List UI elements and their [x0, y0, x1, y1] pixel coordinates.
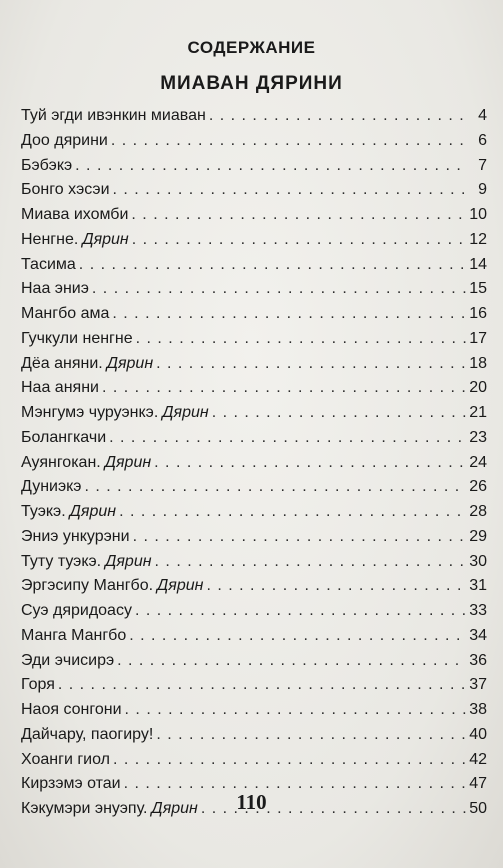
toc-entry-title-text: Кирзэмэ отаи	[21, 775, 121, 793]
toc-entry	[21, 503, 487, 528]
toc-entry-page: 34	[469, 626, 487, 644]
toc-entry-title-text: Бонго хэсэи	[21, 181, 110, 199]
toc-leader-dots	[75, 157, 466, 175]
toc-entry-page: 42	[469, 750, 487, 768]
toc-entry-title	[21, 132, 108, 150]
toc-entry	[21, 181, 487, 206]
toc-entry-title-text: Ненгне.	[21, 230, 79, 248]
toc-entry-title-text: Туй эгди ивэнкин миаван	[21, 107, 206, 124]
toc-entry-page: 50	[469, 800, 487, 817]
toc-entry	[21, 355, 487, 380]
toc-entry-genre-note: Дярин	[104, 453, 152, 471]
toc-entry-page: 24	[469, 453, 487, 471]
toc-leader-dots	[113, 181, 466, 199]
toc-entry-title-text: Мэнгумэ чуруэнкэ.	[21, 404, 159, 421]
toc-leader-dots	[92, 280, 466, 298]
toc-entry-title-text: Тасима	[21, 255, 76, 273]
toc-entry-title	[21, 355, 153, 373]
toc-leader-dots	[209, 107, 466, 125]
section-heading: МИАВАН ДЯРИНИ	[160, 73, 343, 94]
toc-entry-title	[21, 206, 128, 224]
toc-entry-page: 9	[478, 181, 487, 199]
toc-leader-dots	[212, 404, 466, 422]
toc-entry	[21, 454, 487, 479]
toc-leader-dots	[117, 652, 466, 670]
toc-leader-dots	[109, 429, 466, 447]
toc-entry-page: 6	[478, 131, 487, 149]
toc-leader-dots	[102, 379, 466, 397]
toc-entry-title	[21, 330, 133, 348]
toc-entry-page: 7	[478, 156, 487, 174]
toc-entry-genre-note: Дярин	[157, 577, 204, 595]
toc-entry-title	[21, 107, 206, 125]
toc-entry-title-text: Горя	[21, 676, 55, 694]
toc-entry-title-text: Ауянгокан.	[21, 453, 101, 471]
toc-entry-page: 28	[469, 503, 487, 520]
toc-entry-title	[21, 652, 114, 670]
toc-entry-title-text: Доо дярини	[21, 131, 108, 149]
toc-entry	[21, 602, 487, 627]
toc-entry-page: 30	[469, 552, 487, 570]
toc-entry-title	[21, 404, 209, 422]
toc-entry-title-text: Кэкумэри энуэпу.	[21, 800, 148, 817]
toc-entry	[21, 676, 487, 701]
toc-entry-title-text: Эниэ ункурэни	[21, 527, 130, 545]
toc-entry-title-text: Дуниэкэ	[21, 478, 82, 496]
toc-entry-page: 26	[469, 478, 487, 496]
toc-entry-title	[21, 280, 89, 298]
toc-leader-dots	[112, 305, 466, 323]
toc-leader-dots	[135, 602, 466, 620]
toc-entry-title	[21, 379, 99, 397]
toc-entry-title	[21, 256, 76, 274]
toc-entry	[21, 701, 487, 726]
toc-entry-page: 23	[469, 428, 487, 446]
toc-entry-title	[21, 181, 110, 199]
toc-entry	[21, 404, 487, 429]
toc-entry-page: 31	[469, 577, 487, 595]
toc-entry-title	[21, 726, 153, 744]
toc-entry-title-text: Эди эчисирэ	[21, 651, 115, 669]
toc-entry-title-text: Туту туэкэ.	[21, 552, 102, 570]
toc-entry	[21, 231, 487, 256]
toc-entry-genre-note: Дярин	[162, 404, 209, 421]
page-heading: СОДЕРЖАНИЕ	[187, 38, 316, 57]
toc-entry	[21, 577, 487, 602]
toc-entry-title	[21, 751, 110, 769]
toc-entry-page: 18	[469, 354, 487, 372]
toc-entry	[21, 305, 487, 330]
toc-entry-page: 16	[469, 305, 487, 322]
toc-leader-dots	[136, 330, 466, 348]
toc-entry-title-text: Миава ихомби	[21, 206, 129, 223]
toc-entry-title-text: Наа аняни	[21, 379, 99, 397]
toc-entry-page: 4	[478, 107, 487, 124]
toc-entry-title-text: Хоанги гиол	[21, 750, 110, 768]
toc-leader-dots	[79, 256, 466, 274]
toc-leader-dots	[125, 701, 466, 719]
toc-entry-page: 33	[469, 602, 487, 619]
toc-entry-title-text: Болангкачи	[21, 428, 107, 446]
toc-leader-dots	[113, 751, 466, 769]
toc-entry-page: 40	[469, 725, 487, 743]
toc-entry	[21, 528, 487, 553]
toc-entry	[21, 157, 487, 182]
toc-leader-dots	[155, 553, 466, 571]
toc-entry-title	[21, 577, 203, 595]
toc-leader-dots	[154, 454, 466, 472]
toc-leader-dots	[156, 726, 466, 744]
toc-entry-title-text: Манга Мангбо	[21, 626, 127, 644]
toc-leader-dots	[133, 528, 466, 546]
toc-entry-genre-note: Дярин	[151, 800, 198, 817]
toc-entry-title-text: Гучкули ненгне	[21, 329, 133, 347]
toc-leader-dots	[58, 676, 466, 694]
toc-entry-title	[21, 305, 109, 323]
toc-entry-title	[21, 429, 106, 447]
toc-entry-page: 14	[469, 255, 487, 273]
toc-entry	[21, 379, 487, 404]
toc-leader-dots	[119, 503, 466, 521]
toc-entry	[21, 627, 487, 652]
toc-entry-page: 47	[469, 775, 487, 793]
toc-entry-genre-note: Дярин	[105, 552, 152, 570]
toc-entry	[21, 330, 487, 355]
toc-entry-genre-note: Дярин	[69, 503, 117, 520]
toc-leader-dots	[131, 206, 466, 224]
toc-entry-title	[21, 627, 126, 645]
toc-entry-page: 21	[469, 404, 487, 421]
toc-entry	[21, 206, 487, 231]
toc-leader-dots	[132, 231, 466, 249]
table-of-contents	[21, 107, 487, 825]
toc-entry-title	[21, 454, 151, 472]
toc-entry-title-text: Мангбо ама	[21, 305, 110, 322]
toc-entry-page: 38	[469, 701, 487, 718]
toc-entry	[21, 256, 487, 281]
toc-entry-page: 29	[469, 527, 487, 545]
toc-entry-page: 36	[469, 651, 487, 669]
toc-entry-title	[21, 602, 132, 620]
toc-entry-title	[21, 676, 55, 694]
toc-entry	[21, 429, 487, 454]
toc-entry-title-text: Суэ дяридоасу	[21, 602, 132, 619]
toc-entry	[21, 553, 487, 578]
toc-leader-dots	[156, 355, 466, 373]
toc-leader-dots	[84, 478, 466, 496]
toc-leader-dots	[111, 132, 466, 150]
toc-entry	[21, 726, 487, 751]
toc-entry-title	[21, 528, 130, 546]
toc-entry	[21, 652, 487, 677]
toc-entry-title	[21, 701, 122, 719]
toc-leader-dots	[129, 627, 466, 645]
toc-entry-title-text: Наоя сонгони	[21, 701, 122, 718]
page-number: 110	[236, 790, 267, 814]
toc-entry-title-text: Дёа аняни.	[21, 354, 103, 372]
toc-entry-title-text: Бэбэкэ	[21, 156, 73, 174]
toc-entry-genre-note: Дярин	[106, 354, 154, 372]
toc-entry	[21, 107, 487, 132]
toc-entry-title-text: Дайчару, паогиру!	[21, 725, 154, 743]
toc-entry	[21, 132, 487, 157]
toc-entry-title	[21, 231, 129, 249]
toc-entry	[21, 280, 487, 305]
toc-entry	[21, 751, 487, 776]
toc-entry-title-text: Наа эниэ	[21, 280, 89, 298]
toc-entry	[21, 478, 487, 503]
toc-entry-title-text: Туэкэ.	[21, 503, 66, 520]
toc-entry-title	[21, 553, 152, 571]
toc-entry-page: 20	[469, 379, 487, 397]
toc-entry-page: 12	[469, 230, 487, 248]
toc-entry-page: 37	[469, 676, 487, 694]
toc-entry-page: 10	[469, 206, 487, 223]
toc-entry-genre-note: Дярин	[82, 230, 129, 248]
toc-entry-page: 15	[469, 280, 487, 298]
toc-leader-dots	[206, 577, 466, 595]
toc-entry-title-text: Эргэсипу Мангбо.	[21, 577, 154, 595]
toc-entry-title	[21, 478, 81, 496]
toc-entry-page: 17	[469, 329, 487, 347]
toc-entry-title	[21, 157, 72, 175]
toc-entry-title	[21, 503, 116, 521]
